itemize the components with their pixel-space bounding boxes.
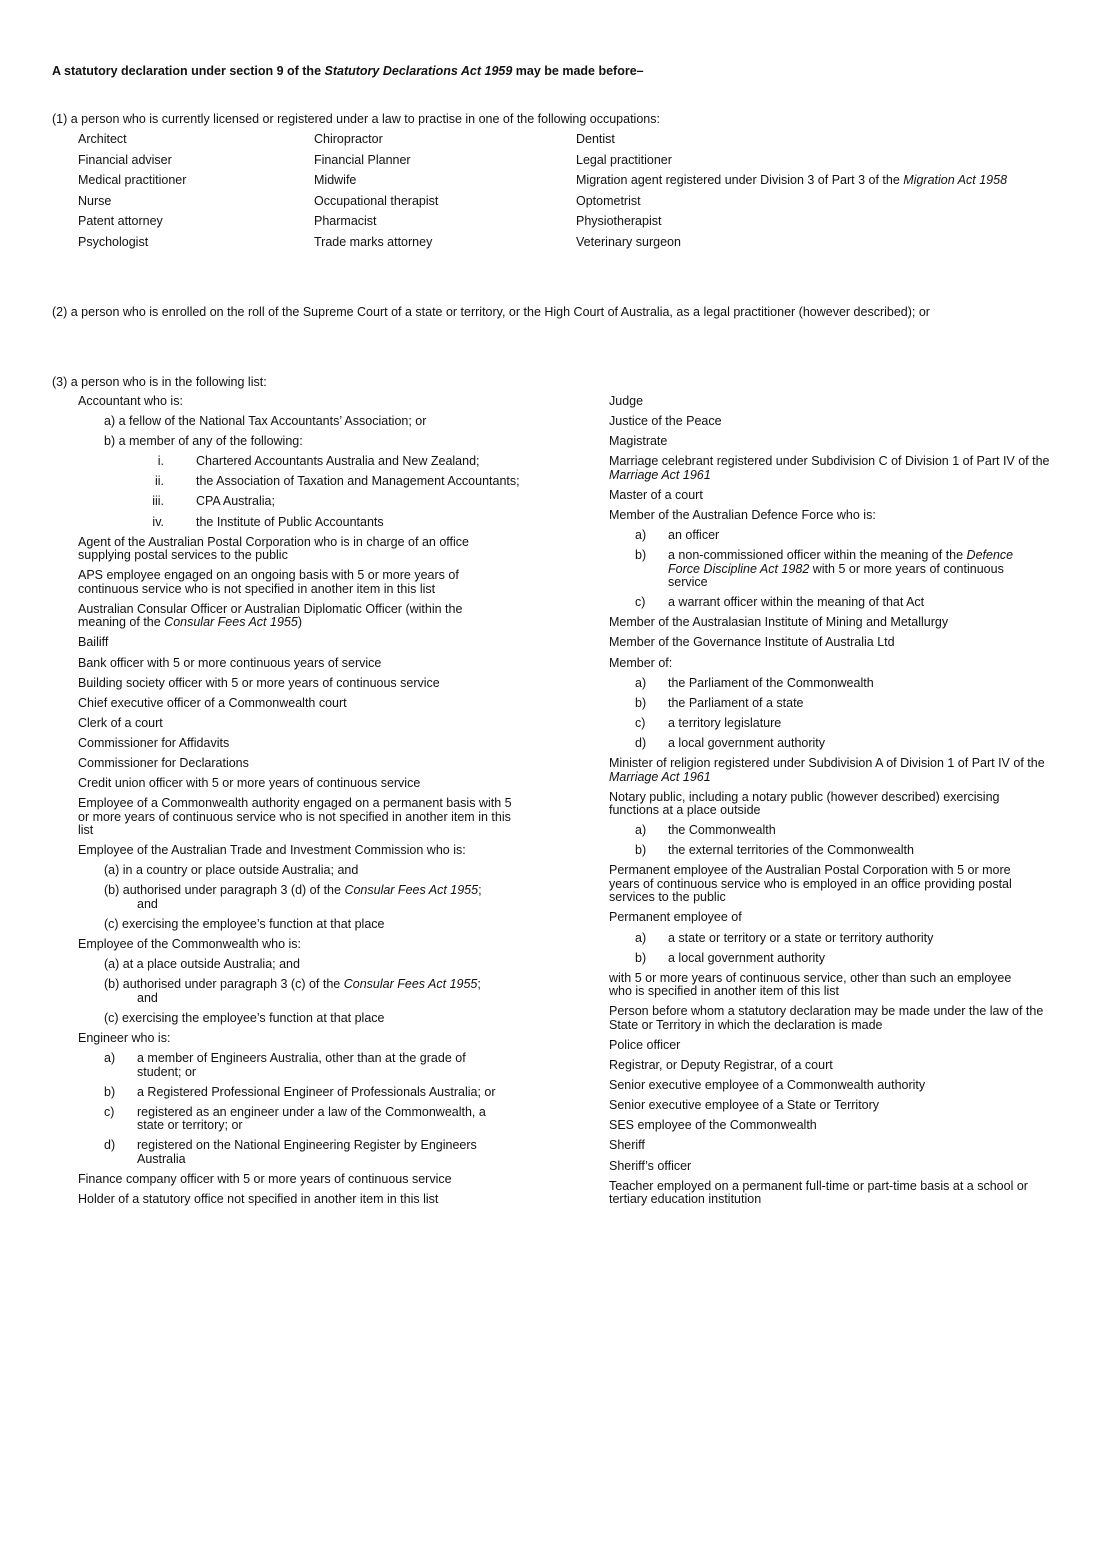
occupation-text: Migration agent registered under Division 3 of Part 3 of the bbox=[576, 173, 904, 187]
right-list-column bbox=[609, 395, 1054, 1213]
list-marker: a) bbox=[635, 823, 647, 838]
occupation-cell: Pharmacist bbox=[314, 214, 377, 228]
list-text: a member of Engineers Australia, other than at the grade of student; or bbox=[137, 1051, 466, 1079]
act-title: Consular Fees Act 1955 bbox=[343, 977, 478, 992]
list-marker: b) bbox=[635, 695, 647, 710]
occupation-cell: Chiropractor bbox=[314, 132, 383, 146]
list-marker: a) bbox=[635, 528, 647, 543]
list-text: registered on the National Engineering Register by Engineers Australia bbox=[137, 1138, 477, 1166]
list-item-jp: Justice of the Peace bbox=[609, 414, 722, 429]
list-item-bailiff: Bailiff bbox=[78, 635, 109, 650]
occupation-cell: Occupational therapist bbox=[314, 193, 439, 208]
list-subitem bbox=[609, 932, 1054, 946]
list-text: and bbox=[137, 990, 158, 1005]
act-title: Marriage Act 1961 bbox=[609, 769, 711, 784]
occupations-row bbox=[78, 213, 1058, 234]
list-item-master: Master of a court bbox=[609, 487, 703, 502]
left-list-column bbox=[78, 395, 523, 1213]
list-item-credit: Credit union officer with 5 or more years of continuous service bbox=[78, 776, 421, 791]
list-text: with 5 or more years of continuous service bbox=[668, 561, 1004, 590]
act-title: Defence Force Discipline Act 1982 bbox=[668, 548, 1014, 576]
list-item-comm-aff: Commissioner for Affidavits bbox=[78, 735, 230, 750]
migration-act-title: Migration Act 1958 bbox=[903, 173, 1008, 187]
list-text: a non-commissioned officer within the meaning of the bbox=[668, 548, 967, 563]
list-item-marriage-celebrant bbox=[609, 455, 1054, 482]
list-marker: iv. bbox=[152, 514, 164, 529]
list-marker: ii. bbox=[154, 474, 164, 489]
list-subitem bbox=[78, 1106, 523, 1133]
list-item-accountant: Accountant who is: bbox=[78, 394, 183, 408]
list-item-adf: Member of the Australian Defence Force who is: bbox=[609, 507, 876, 522]
list-item-member-of: Member of: bbox=[609, 655, 673, 670]
list-item-judge: Judge bbox=[609, 394, 644, 408]
list-item-emp-auth: Employee of a Commonwealth authority engaged on a permanent basis with 5 or more years of continuous service who is not specified in another item in this list bbox=[78, 796, 512, 838]
list-item-clerk: Clerk of a court bbox=[78, 715, 163, 730]
list-text: the Association of Taxation and Management Accountants; bbox=[196, 474, 520, 489]
list-subsubitem bbox=[78, 475, 523, 489]
list-text: registered as an engineer under a law of the Commonwealth, a state or territory; or bbox=[137, 1104, 486, 1133]
list-subitem bbox=[609, 697, 1054, 711]
occupation-cell: Legal practitioner bbox=[576, 152, 672, 167]
list-marker: b) bbox=[104, 1084, 116, 1099]
list-item-aps: APS employee engaged on an ongoing basis with 5 or more years of continuous service who is not specified in another item in this list bbox=[78, 568, 459, 596]
list-text: ; bbox=[478, 883, 482, 898]
occupation-cell: Dentist bbox=[576, 132, 615, 146]
occupations-row bbox=[78, 152, 1058, 173]
occupations-table bbox=[78, 131, 1058, 254]
list-subitem bbox=[78, 1139, 523, 1166]
heading-text-end: may be made before– bbox=[512, 64, 644, 78]
list-marker: d) bbox=[104, 1138, 116, 1153]
list-text: the Commonwealth bbox=[668, 823, 776, 838]
occupation-cell: Financial adviser bbox=[78, 152, 172, 167]
heading-act-title: Statutory Declarations Act 1959 bbox=[324, 64, 513, 78]
list-marker: a) bbox=[635, 930, 647, 945]
list-text: an officer bbox=[668, 528, 720, 543]
list-item-ausimm: Member of the Australasian Institute of Mining and Metallurgy bbox=[609, 615, 949, 630]
list-subitem bbox=[609, 529, 1054, 543]
list-text: the Institute of Public Accountants bbox=[196, 514, 384, 529]
paragraph-3: (3) a person who is in the following list: bbox=[52, 375, 267, 389]
occupation-cell: Physiotherapist bbox=[576, 214, 662, 228]
list-text: the external territories of the Commonwealth bbox=[668, 843, 914, 858]
list-subitem bbox=[78, 978, 523, 1005]
document-heading bbox=[52, 64, 644, 78]
paragraph-1: (1) a person who is currently licensed or registered under a law to practise in one of the following occupations: bbox=[52, 112, 660, 126]
list-text: (b) authorised under paragraph 3 (d) of the bbox=[104, 883, 345, 898]
list-subitem: (c) exercising the employee’s function at that place bbox=[104, 917, 385, 932]
list-item-teacher: Teacher employed on a permanent full-time or part-time basis at a school or tertiary education institution bbox=[609, 1178, 1028, 1207]
list-subsubitem bbox=[78, 455, 523, 469]
list-marker: a) bbox=[104, 1051, 116, 1066]
list-subsubitem bbox=[78, 495, 523, 509]
list-text: Marriage celebrant registered under Subdivision C of Division 1 of Part IV of the bbox=[609, 454, 1050, 469]
occupation-cell: Psychologist bbox=[78, 234, 149, 249]
list-item-bank: Bank officer with 5 or more continuous years of service bbox=[78, 655, 382, 670]
list-text: a state or territory or a state or territory authority bbox=[668, 930, 934, 945]
list-text: the Parliament of a state bbox=[668, 695, 804, 710]
list-subitem bbox=[609, 596, 1054, 610]
list-text: Chartered Accountants Australia and New Zealand; bbox=[196, 454, 480, 469]
list-item-austrade: Employee of the Australian Trade and Investment Commission who is: bbox=[78, 843, 466, 858]
occupation-cell: Veterinary surgeon bbox=[576, 234, 681, 249]
list-item-ceo: Chief executive officer of a Commonwealth court bbox=[78, 695, 347, 710]
list-item-postal: Permanent employee of the Australian Postal Corporation with 5 or more years of continuous service who is employed in an office providing postal services to the public bbox=[609, 863, 1012, 905]
list-item-person-before: Person before whom a statutory declaration may be made under the law of the State or Territory in which the declaration is made bbox=[609, 1004, 1044, 1032]
list-marker: b) bbox=[635, 548, 647, 563]
list-item-governance: Member of the Governance Institute of Australia Ltd bbox=[609, 635, 895, 650]
list-item-agent: Agent of the Australian Postal Corporation who is in charge of an office supplying postal services to the public bbox=[78, 534, 469, 563]
list-item-holder: Holder of a statutory office not specified in another item in this list bbox=[78, 1192, 439, 1207]
list-subitem bbox=[609, 737, 1054, 751]
list-marker: b) bbox=[635, 843, 647, 858]
occupations-row bbox=[78, 193, 1058, 214]
act-title: Consular Fees Act 1955 bbox=[164, 615, 298, 630]
occupations-row bbox=[78, 131, 1058, 152]
list-item-comm-dec: Commissioner for Declarations bbox=[78, 756, 249, 770]
list-text: a local government authority bbox=[668, 735, 826, 750]
list-marker: a) bbox=[635, 675, 647, 690]
list-item-consular bbox=[78, 603, 498, 630]
list-subitem bbox=[609, 844, 1054, 858]
list-subitem bbox=[609, 717, 1054, 731]
list-item-finance: Finance company officer with 5 or more years of continuous service bbox=[78, 1172, 452, 1186]
list-text: the Parliament of the Commonwealth bbox=[668, 675, 874, 690]
occupation-cell: Medical practitioner bbox=[78, 173, 187, 187]
list-marker: i. bbox=[157, 454, 164, 469]
list-item-registrar: Registrar, or Deputy Registrar, of a court bbox=[609, 1058, 833, 1073]
list-text: a warrant officer within the meaning of that Act bbox=[668, 595, 925, 610]
occupations-row bbox=[78, 234, 1058, 255]
list-text: a Registered Professional Engineer of Professionals Australia; or bbox=[137, 1084, 496, 1099]
list-item-sheriffs-officer: Sheriff’s officer bbox=[609, 1158, 692, 1173]
list-item-ses: SES employee of the Commonwealth bbox=[609, 1118, 817, 1133]
list-text: a local government authority bbox=[668, 950, 826, 965]
list-item-sheriff: Sheriff bbox=[609, 1138, 645, 1153]
occupations-row bbox=[78, 172, 1058, 193]
list-item-senior-cw: Senior executive employee of a Commonwealth authority bbox=[609, 1078, 926, 1093]
list-text: Minister of religion registered under Subdivision A of Division 1 of Part IV of the bbox=[609, 756, 1045, 770]
list-text: CPA Australia; bbox=[196, 494, 275, 509]
list-item-perm-of: Permanent employee of bbox=[609, 910, 742, 925]
list-marker: c) bbox=[635, 595, 646, 610]
list-marker: b) bbox=[635, 950, 647, 965]
act-title: Consular Fees Act 1955 bbox=[344, 883, 479, 898]
list-marker: c) bbox=[635, 715, 646, 730]
list-text: ) bbox=[297, 615, 302, 630]
list-subitem bbox=[609, 549, 1054, 590]
act-title: Marriage Act 1961 bbox=[609, 467, 711, 482]
list-item-building: Building society officer with 5 or more years of continuous service bbox=[78, 675, 440, 690]
occupation-cell: Financial Planner bbox=[314, 152, 411, 167]
list-item-perm-with: with 5 or more years of continuous service, other than such an employee who is specified in another item of this list bbox=[609, 970, 1012, 999]
list-marker: iii. bbox=[152, 494, 164, 509]
heading-text: A statutory declaration under section 9 of the bbox=[52, 64, 325, 78]
occupation-cell: Optometrist bbox=[576, 193, 641, 208]
list-item-notary: Notary public, including a notary public (however described) exercising functions at a place outside bbox=[609, 789, 1000, 818]
list-subitem: a) a fellow of the National Tax Accountants’ Association; or bbox=[104, 414, 427, 429]
list-subsubitem bbox=[78, 516, 523, 530]
list-subitem bbox=[78, 1052, 523, 1079]
occupation-cell: Patent attorney bbox=[78, 214, 163, 228]
list-subitem: b) a member of any of the following: bbox=[104, 434, 303, 449]
occupation-cell-migration bbox=[576, 172, 1056, 193]
list-subitem: (a) in a country or place outside Australia; and bbox=[104, 863, 359, 878]
list-text: (b) authorised under paragraph 3 (c) of the bbox=[104, 977, 344, 992]
list-item-police: Police officer bbox=[609, 1037, 681, 1052]
list-marker: c) bbox=[104, 1104, 115, 1119]
list-marker: d) bbox=[635, 735, 647, 750]
list-text: Australian Consular Officer or Australian Diplomatic Officer (within the meaning of the bbox=[78, 601, 463, 630]
paragraph-2: (2) a person who is enrolled on the roll of the Supreme Court of a state or territory, or the High Court of Australia, as a legal practitioner (however described); or bbox=[52, 305, 930, 319]
list-item-minister bbox=[609, 757, 1054, 784]
occupation-cell: Nurse bbox=[78, 193, 112, 208]
list-text: and bbox=[137, 896, 158, 911]
list-text: a territory legislature bbox=[668, 715, 782, 730]
list-text: ; bbox=[477, 977, 481, 992]
list-subitem bbox=[609, 824, 1054, 838]
list-subitem: (a) at a place outside Australia; and bbox=[104, 957, 300, 972]
list-subitem bbox=[609, 952, 1054, 966]
list-subitem bbox=[609, 677, 1054, 691]
list-subitem: (c) exercising the employee’s function at that place bbox=[104, 1010, 385, 1025]
occupation-cell: Architect bbox=[78, 132, 127, 146]
list-item-senior-st: Senior executive employee of a State or Territory bbox=[609, 1098, 880, 1113]
list-subitem bbox=[78, 884, 523, 911]
occupation-cell: Trade marks attorney bbox=[314, 234, 433, 249]
list-item-engineer: Engineer who is: bbox=[78, 1031, 171, 1046]
list-subitem bbox=[78, 1086, 523, 1100]
list-item-magistrate: Magistrate bbox=[609, 434, 668, 449]
list-item-emp-comm: Employee of the Commonwealth who is: bbox=[78, 937, 302, 952]
occupation-cell: Midwife bbox=[314, 173, 357, 187]
